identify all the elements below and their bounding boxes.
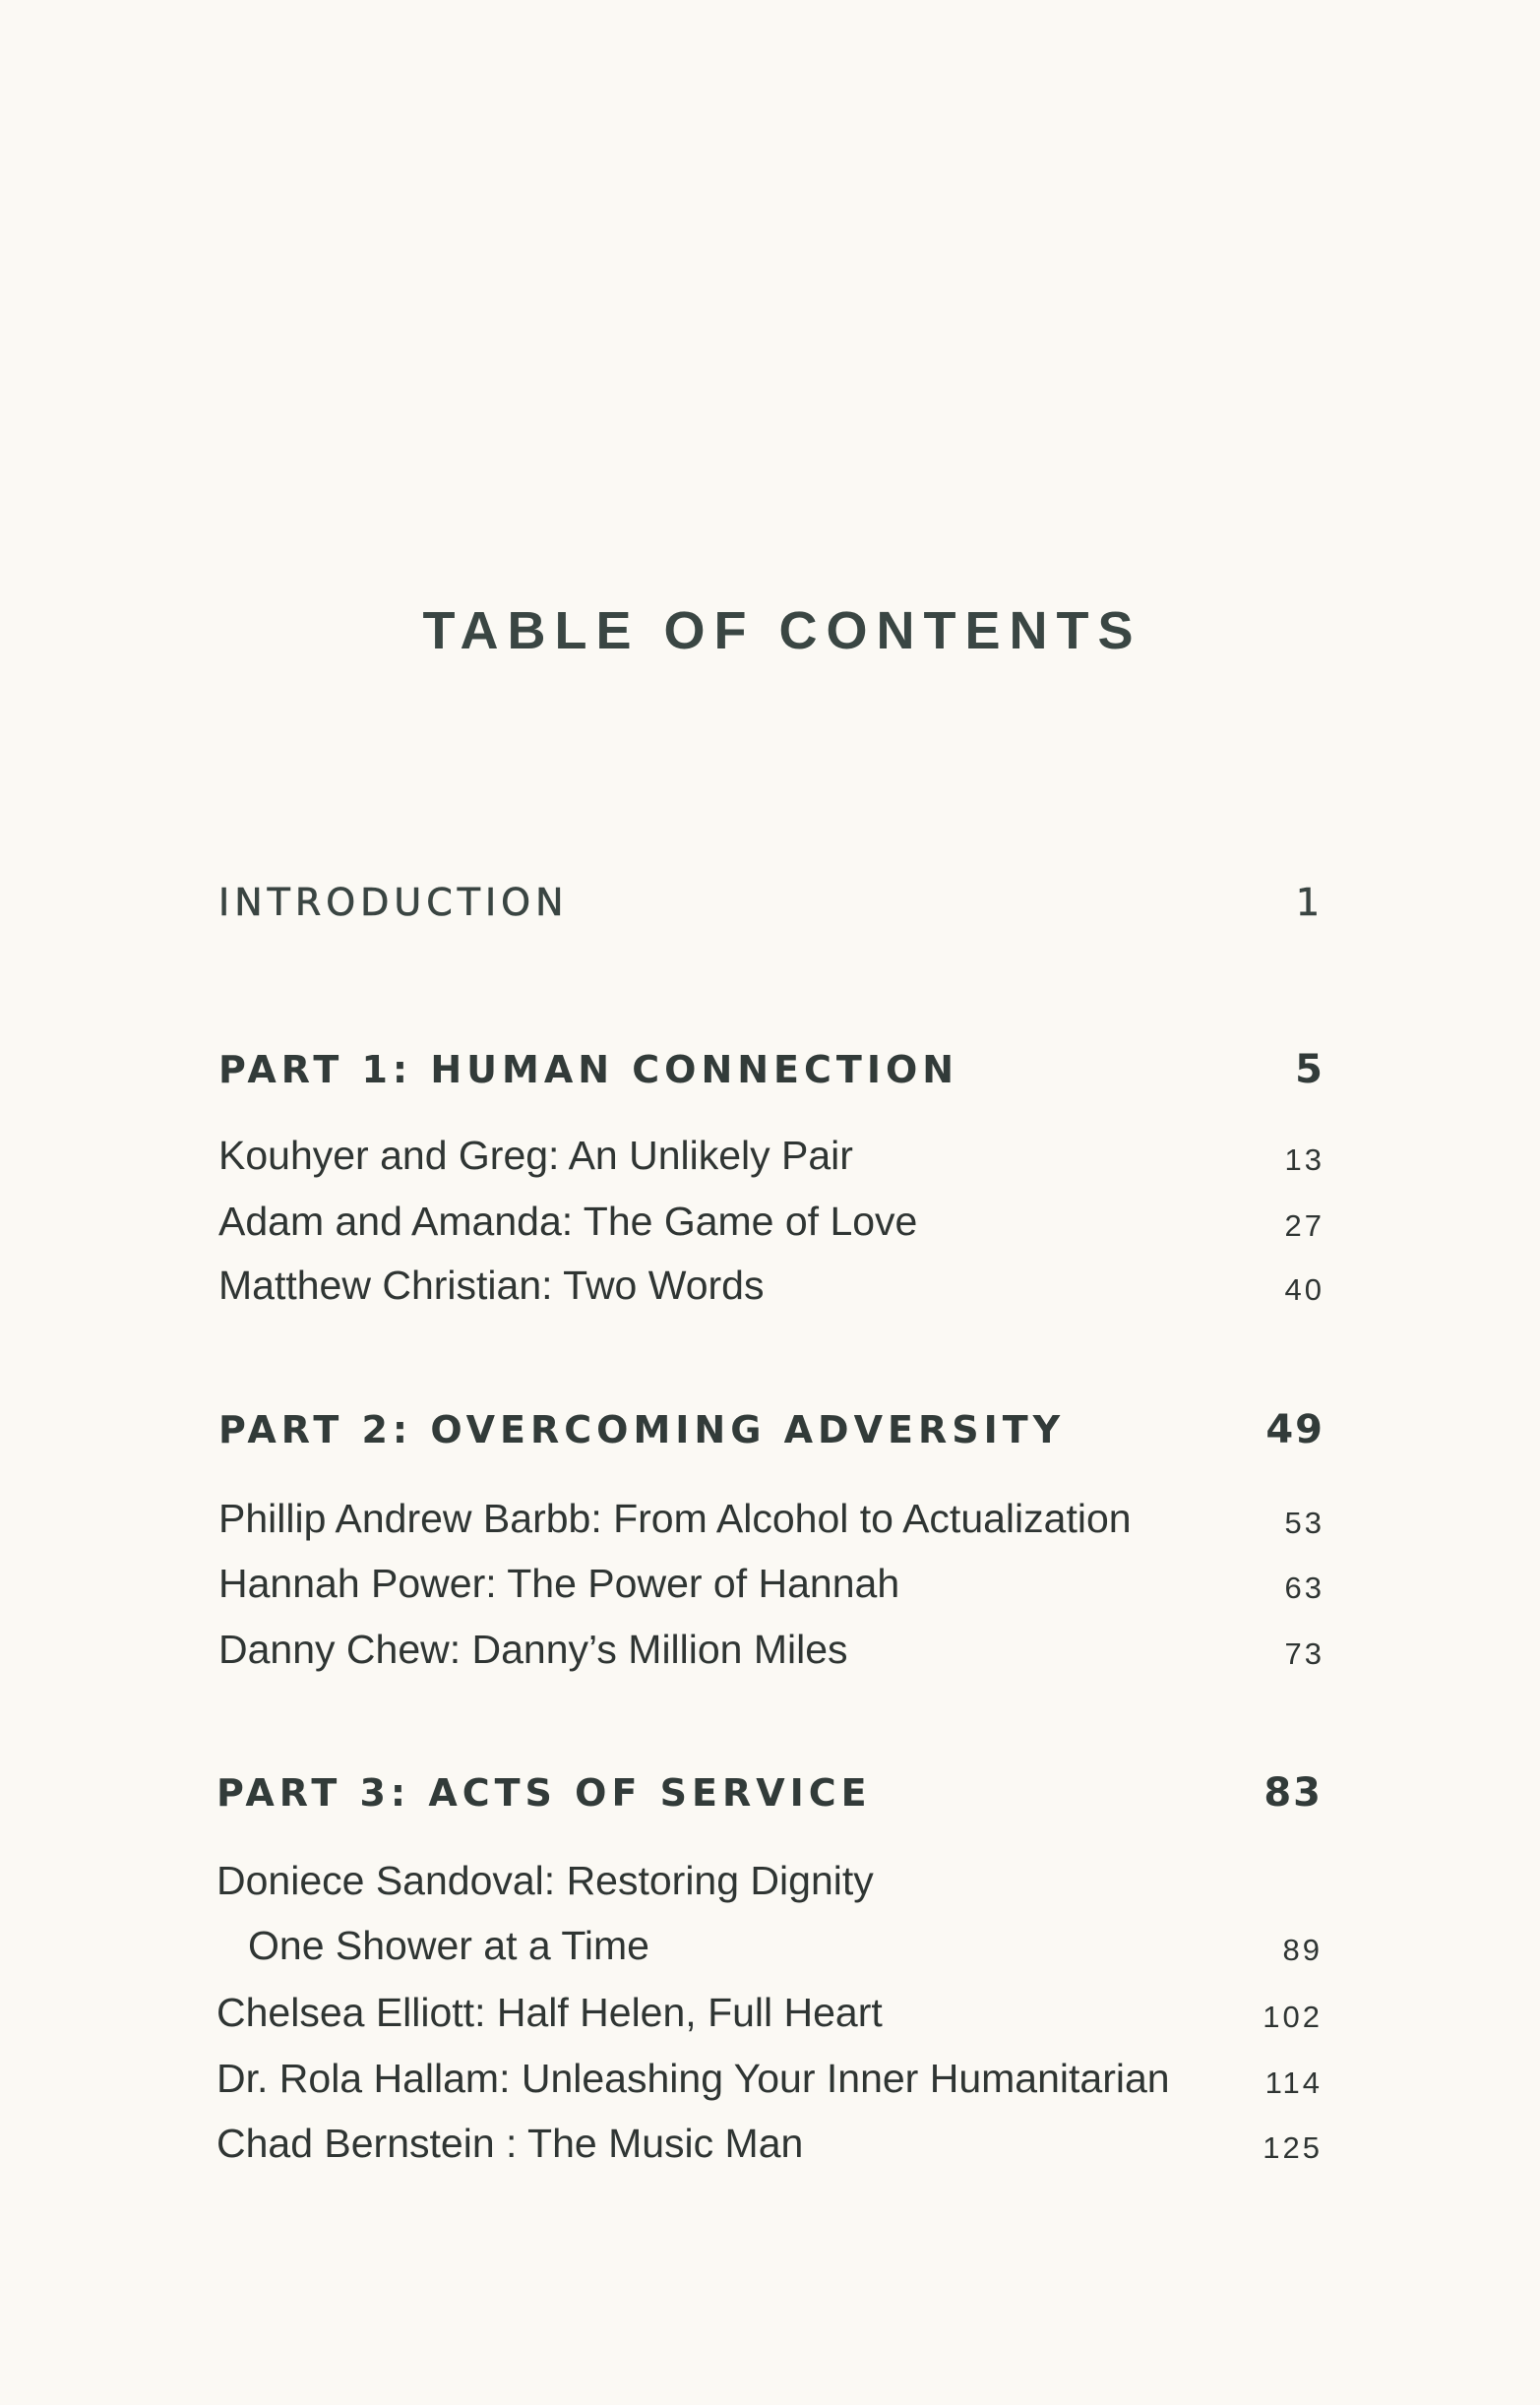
toc-label: Dr. Rola Hallam: Unleashing Your Inner Humanitarian bbox=[216, 2056, 1170, 2101]
toc-label: PART 1: HUMAN CONNECTION bbox=[218, 1048, 959, 1091]
toc-label: Doniece Sandoval: Restoring Dignity bbox=[216, 1858, 874, 1903]
toc-page-number: 83 bbox=[1263, 1770, 1323, 1816]
toc-label: Phillip Andrew Barbb: From Alcohol to Actualization bbox=[218, 1496, 1132, 1541]
toc-page-number: 114 bbox=[1264, 2066, 1323, 2100]
toc-entry[interactable] bbox=[216, 2114, 1323, 2173]
toc-entry-continuation[interactable] bbox=[216, 1916, 1323, 1975]
toc-label: Kouhyer and Greg: An Unlikely Pair bbox=[218, 1133, 853, 1178]
toc-entry[interactable] bbox=[216, 2049, 1323, 2108]
toc-page-number: 49 bbox=[1265, 1407, 1324, 1452]
toc-entry[interactable] bbox=[218, 1620, 1324, 1679]
toc-page-number: 5 bbox=[1295, 1047, 1324, 1092]
toc-label: One Shower at a Time bbox=[248, 1923, 649, 1968]
toc-page-number: 53 bbox=[1284, 1506, 1324, 1540]
toc-part-3[interactable] bbox=[216, 1763, 1323, 1822]
toc-label: PART 2: OVERCOMING ADVERSITY bbox=[218, 1408, 1066, 1451]
toc-entry[interactable] bbox=[218, 1192, 1324, 1251]
toc-page-number: 13 bbox=[1284, 1142, 1324, 1177]
toc-label: INTRODUCTION bbox=[218, 881, 569, 924]
toc-label: Chad Bernstein : The Music Man bbox=[216, 2121, 804, 2166]
toc-label: Adam and Amanda: The Game of Love bbox=[218, 1199, 918, 1244]
toc-label: Hannah Power: The Power of Hannah bbox=[218, 1561, 900, 1606]
toc-label: Matthew Christian: Two Words bbox=[218, 1263, 765, 1308]
toc-page-number: 40 bbox=[1284, 1272, 1324, 1307]
page-title: TABLE OF CONTENTS bbox=[422, 601, 1142, 660]
toc-page-number: 125 bbox=[1263, 2130, 1323, 2165]
toc-page-number: 89 bbox=[1282, 1933, 1323, 1967]
toc-page-number: 27 bbox=[1284, 1208, 1324, 1243]
toc-entry[interactable] bbox=[218, 1126, 1324, 1185]
toc-entry[interactable] bbox=[216, 1983, 1323, 2042]
toc-part-1[interactable] bbox=[218, 1040, 1324, 1099]
toc-page-number: 1 bbox=[1295, 881, 1324, 924]
toc-entry[interactable] bbox=[218, 1256, 1324, 1315]
toc-label: Chelsea Elliott: Half Helen, Full Heart bbox=[216, 1990, 883, 2035]
toc-entry[interactable] bbox=[218, 1489, 1324, 1548]
toc-page-number: 73 bbox=[1284, 1636, 1324, 1671]
toc-part-2[interactable] bbox=[218, 1400, 1324, 1459]
toc-entry[interactable] bbox=[216, 1851, 1323, 1910]
toc-label: PART 3: ACTS OF SERVICE bbox=[216, 1771, 872, 1815]
toc-page-number: 102 bbox=[1263, 2000, 1323, 2034]
toc-label: Danny Chew: Danny’s Million Miles bbox=[218, 1627, 848, 1672]
toc-page-number: 63 bbox=[1284, 1571, 1324, 1605]
toc-entry[interactable] bbox=[218, 1554, 1324, 1613]
toc-introduction[interactable] bbox=[218, 873, 1324, 932]
